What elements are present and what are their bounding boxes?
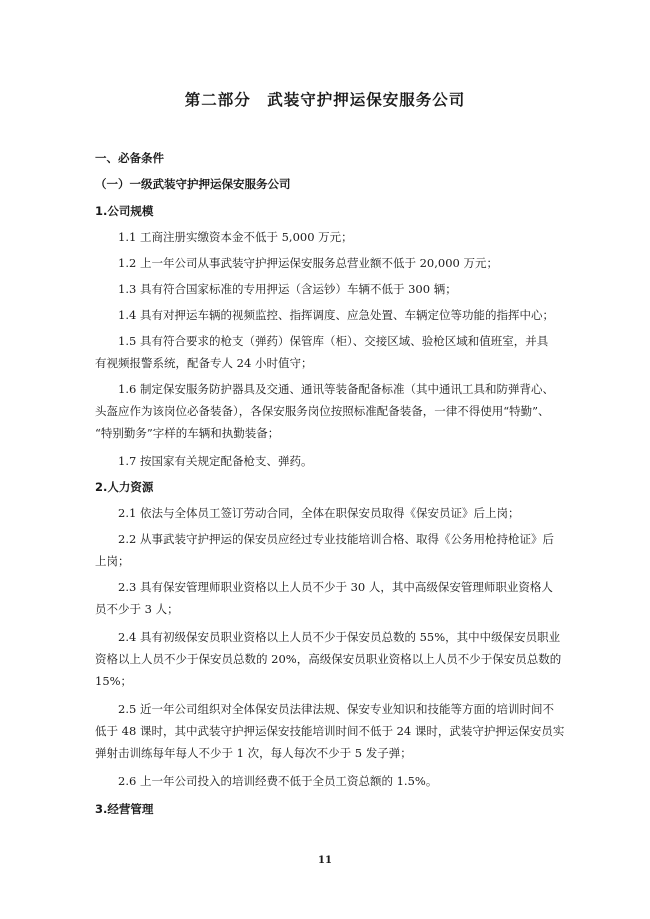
paragraph-line: 2.6 上一年公司投入的培训经费不低于全员工资总额的 1.5%。 bbox=[118, 774, 438, 788]
paragraph-line: 1.3 具有符合国家标准的专用押运（含运钞）车辆不低于 300 辆； bbox=[118, 282, 457, 296]
paragraph-line: 资格以上人员不少于保安员总数的 20%，高级保安员职业资格以上人员不少于保安员总数的 bbox=[95, 652, 562, 666]
paragraph-line: 2.2 从事武装守护押运的保安员应经过专业技能培训合格、取得《公务用枪持枪证》后 bbox=[118, 532, 554, 546]
paragraph-line: 上岗； bbox=[95, 554, 130, 568]
paragraph-line: 1.5 具有符合要求的枪支（弹药）保管库（柜）、交接区域、验枪区域和值班室，并具 bbox=[118, 334, 549, 348]
paragraph-line: 1.6 制定保安服务防护器具及交通、通讯等装备配备标准（其中通讯工具和防弹背心、 bbox=[118, 382, 554, 396]
paragraph-line: 头盔应作为该岗位必备装备），各保安服务岗位按照标准配备装备，一律不得使用“特勤”、 bbox=[95, 404, 550, 418]
page-title: 第二部分 武装守护押运保安服务公司 bbox=[184, 91, 466, 109]
paragraph-line: 1.7 按国家有关规定配备枪支、弹药。 bbox=[118, 454, 313, 468]
paragraph-line: 2.1 依法与全体员工签订劳动合同，全体在职保安员取得《保安员证》后上岗； bbox=[118, 506, 520, 520]
part-heading: 3.经营管理 bbox=[95, 802, 154, 816]
paragraph-line: 1.4 具有对押运车辆的视频监控、指挥调度、应急处置、车辆定位等功能的指挥中心； bbox=[118, 308, 554, 322]
section-heading: 一、必备条件 bbox=[95, 151, 164, 165]
paragraph-line: 员不少于 3 人； bbox=[95, 602, 179, 616]
paragraph-line: 2.3 具有保安管理师职业资格以上人员不少于 30 人，其中高级保安管理师职业资格人 bbox=[118, 580, 553, 594]
paragraph-line: 弹射击训练每年每人不少于 1 次，每人每次不少于 5 发子弹； bbox=[95, 746, 412, 760]
paragraph-line: “特别勤务”字样的车辆和执勤装备； bbox=[95, 426, 280, 440]
page-number: 11 bbox=[318, 855, 332, 866]
paragraph-line: 1.2 上一年公司从事武装守护押运保安服务总营业额不低于 20,000 万元； bbox=[118, 256, 498, 270]
paragraph-line: 15%； bbox=[95, 674, 133, 688]
paragraph-line: 有视频报警系统，配备专人 24 小时值守； bbox=[95, 356, 313, 370]
paragraph-line: 2.4 具有初级保安员职业资格以上人员不少于保安员总数的 55%，其中中级保安员职业 bbox=[118, 630, 561, 644]
paragraph-line: 1.1 工商注册实缴资本金不低于 5,000 万元； bbox=[118, 230, 353, 244]
paragraph-line: 低于 48 课时，其中武装守护押运保安技能培训时间不低于 24 课时，武装守护押运保安员实 bbox=[95, 724, 565, 738]
part-heading: 1.公司规模 bbox=[95, 204, 154, 218]
subsection-heading: （一）一级武装守护押运保安服务公司 bbox=[95, 177, 291, 191]
part-heading: 2.人力资源 bbox=[95, 480, 154, 494]
paragraph-line: 2.5 近一年公司组织对全体保安员法律法规、保安专业知识和技能等方面的培训时间不 bbox=[118, 702, 554, 716]
